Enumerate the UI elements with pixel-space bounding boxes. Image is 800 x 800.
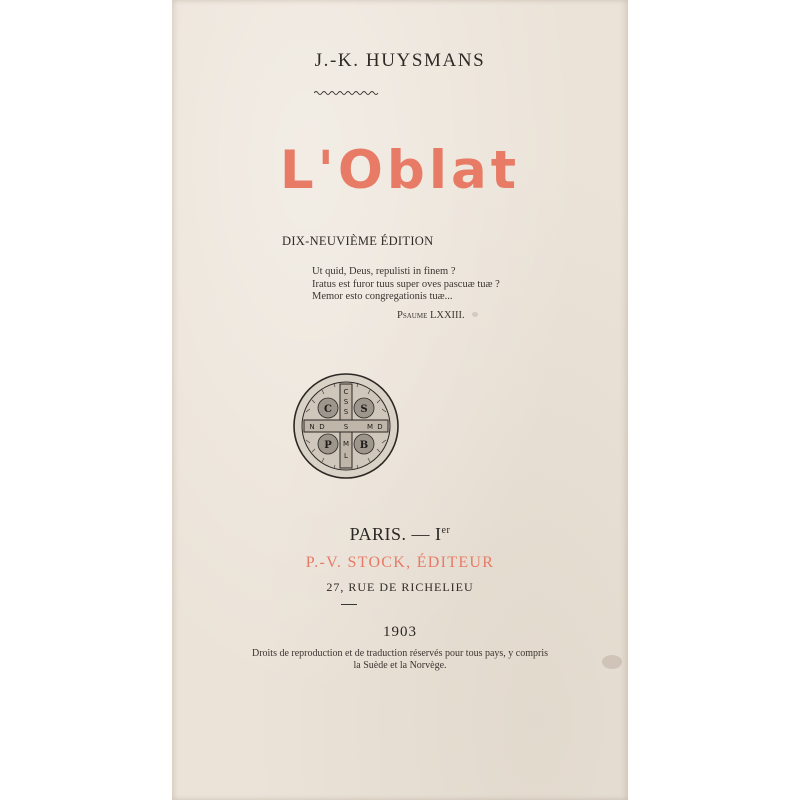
medal-letter: D bbox=[319, 423, 325, 431]
separator-rule bbox=[341, 604, 357, 605]
medal-letter: C bbox=[343, 388, 349, 396]
medal-letter: N bbox=[309, 423, 315, 431]
publisher-address: 27, RUE DE RICHELIEU bbox=[326, 580, 474, 594]
medal-letter: C bbox=[324, 404, 332, 415]
city-text: PARIS. — I bbox=[349, 524, 442, 544]
publication-year: 1903 bbox=[383, 624, 417, 640]
epigraph bbox=[312, 266, 500, 304]
author-name: J.-K. HUYSMANS bbox=[314, 50, 486, 71]
city-superscript: er bbox=[441, 525, 451, 536]
medal-letter: M bbox=[366, 423, 374, 431]
publisher-name: P.-V. STOCK, ÉDITEUR bbox=[305, 554, 495, 571]
medal-letter: P bbox=[324, 440, 332, 451]
epigraph-line: Memor esto congregationis tuæ... bbox=[312, 291, 453, 302]
epigraph-line: Ut quid, Deus, repulisti in finem ? bbox=[312, 266, 456, 277]
epigraph-line: Iratus est furor tuus super oves pascuæ tuæ ? bbox=[312, 278, 500, 290]
title-page bbox=[172, 0, 628, 800]
edition-label: DIX-NEUVIÈME ÉDITION bbox=[282, 234, 434, 248]
rights-line: la Suède et la Norvège. bbox=[353, 660, 447, 671]
ornament-rule bbox=[314, 90, 380, 96]
medal-letter: S bbox=[360, 404, 368, 415]
medal-letter: L bbox=[344, 452, 348, 460]
medal-letter: S bbox=[343, 423, 349, 431]
epigraph-source: Psaume LXXIII. bbox=[397, 310, 465, 321]
paper-stain bbox=[602, 655, 622, 669]
medal-letter: D bbox=[377, 423, 383, 431]
rights-notice bbox=[172, 648, 628, 672]
book-title: L'Oblat bbox=[279, 140, 521, 201]
medal-letter: S bbox=[343, 408, 349, 416]
rights-line: Droits de reproduction et de traduction réservés pour tous pays, y compris bbox=[251, 648, 549, 659]
medal-letter: B bbox=[359, 440, 369, 451]
city-line bbox=[172, 524, 628, 545]
medal-letter: S bbox=[343, 398, 349, 406]
paper-stain bbox=[472, 312, 478, 317]
medal-letter: M bbox=[342, 440, 350, 448]
saint-benedict-medal-icon bbox=[292, 372, 400, 480]
